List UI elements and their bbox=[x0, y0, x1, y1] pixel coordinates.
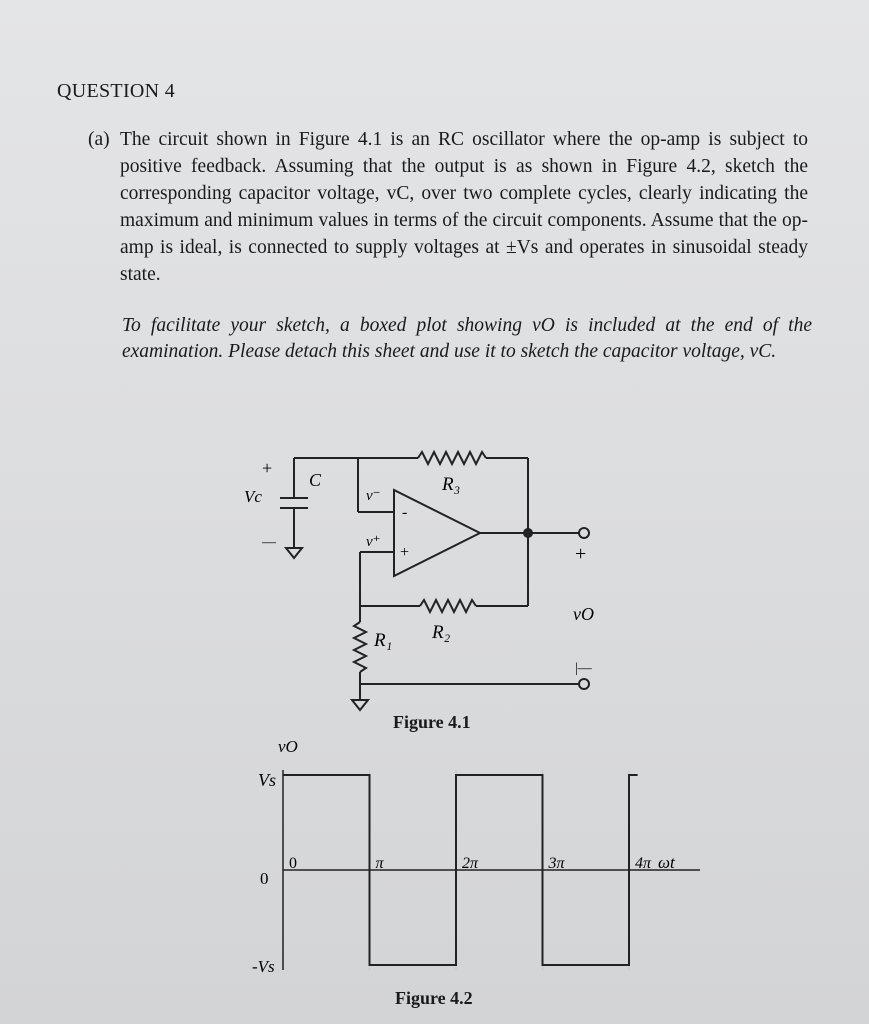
label-vc-minus: — bbox=[262, 535, 276, 550]
label-r2: R₂ bbox=[432, 622, 451, 643]
y-zero-label: 0 bbox=[260, 869, 269, 888]
part-a-text: The circuit shown in Figure 4.1 is an RC oscillator where the op-amp is subject to positive feedback. Assuming that the output is as shown in Figure 4.2, sketch the corresponding capacitor voltage, vC, over two complete cycles, clearly indicating the maximum and minimum values in terms of the circuit components. Assume that the op-amp is ideal, is connected to supply voltages at ±Vs and operates in sinusoidal steady state. bbox=[120, 129, 808, 285]
resistor-r1 bbox=[354, 622, 366, 672]
label-r3: R₃ bbox=[442, 474, 461, 495]
x-tick-label: 4π bbox=[635, 855, 652, 872]
label-c: C bbox=[309, 470, 322, 490]
label-r1: R₁ bbox=[374, 630, 393, 651]
part-a-label: (a) bbox=[88, 129, 110, 150]
opamp-minus-sign: - bbox=[402, 504, 408, 521]
label-vc-plus: + bbox=[262, 458, 273, 478]
x-tick-label: 0 bbox=[289, 855, 297, 872]
label-v-plus: v⁺ bbox=[366, 534, 381, 550]
figure-4-2-caption: Figure 4.2 bbox=[395, 988, 473, 1008]
x-tick-label: 3π bbox=[548, 855, 565, 872]
figure-4-1-caption: Figure 4.1 bbox=[393, 712, 471, 732]
label-vo-minus: |— bbox=[575, 661, 592, 676]
opamp-plus-sign: + bbox=[400, 544, 410, 561]
x-axis-label: ωt bbox=[658, 853, 675, 872]
y-high-label: Vs bbox=[258, 770, 276, 790]
x-tick-label: π bbox=[375, 855, 384, 872]
x-tick-label: 2π bbox=[462, 855, 479, 872]
label-vo-plus: + bbox=[575, 543, 587, 565]
label-vo: vO bbox=[573, 604, 594, 624]
opamp-symbol bbox=[394, 490, 480, 576]
label-vc: Vc bbox=[244, 487, 262, 506]
resistor-r2 bbox=[420, 600, 476, 612]
resistor-r3 bbox=[418, 452, 486, 464]
figure-4-2-plot bbox=[0, 730, 869, 990]
label-v-minus: v⁻ bbox=[366, 488, 381, 504]
y-axis-label: vO bbox=[278, 737, 298, 756]
y-low-label: -Vs bbox=[252, 957, 275, 976]
sketch-note: To facilitate your sketch, a boxed plot showing vO is included at the end of the examination. Please detach this sheet and use it to sketch the capacitor voltage, vC. bbox=[122, 315, 812, 362]
question-title: QUESTION 4 bbox=[57, 80, 175, 102]
